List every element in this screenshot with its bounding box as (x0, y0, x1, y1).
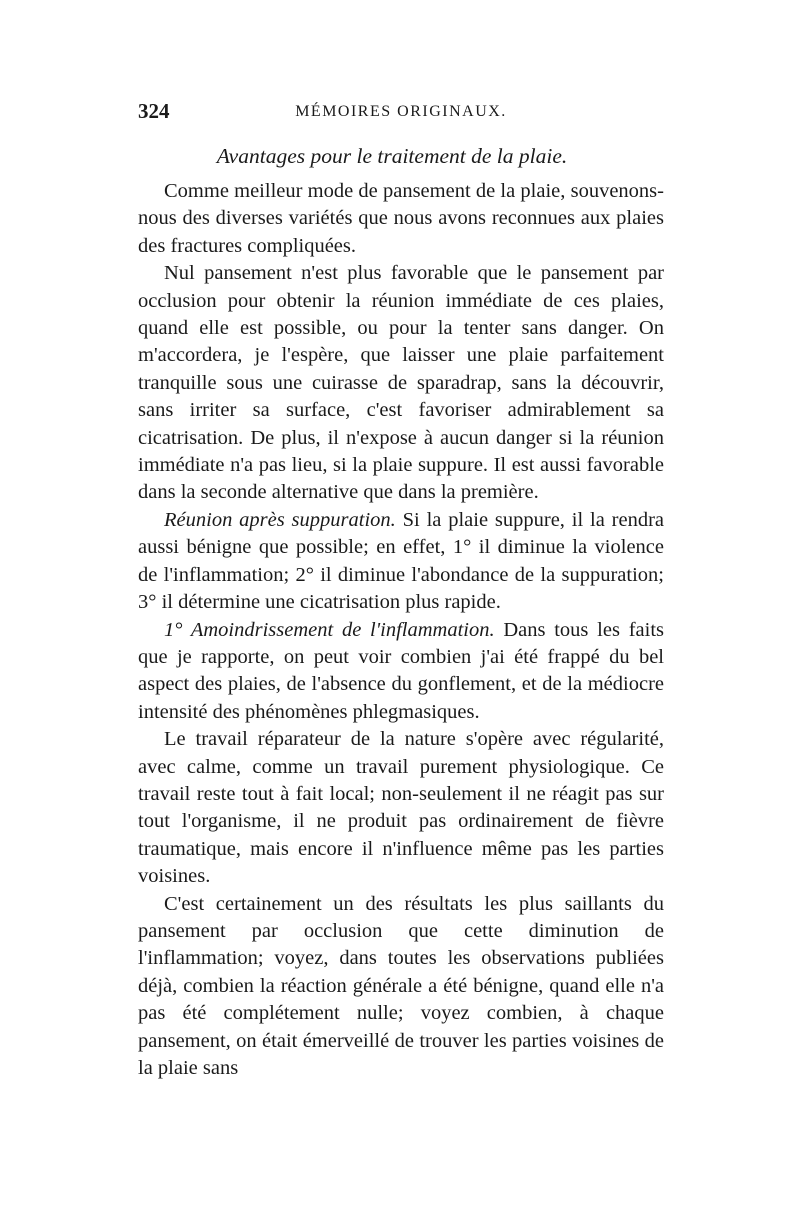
paragraph (138, 617, 664, 727)
paragraph-lead: Réunion après suppuration. (164, 508, 396, 531)
page-number: 324 (138, 99, 170, 123)
paragraph (138, 260, 664, 507)
book-page (138, 96, 664, 1082)
paragraph-text: Si la plaie suppure, il la rendra aussi bénigne que possible; en effet, 1° il diminue la violence de l'inflammation; 2° il diminue l'abondance de la suppuration; 3° il détermine une cicatrisation plus rapide. (138, 508, 665, 614)
paragraph-text: Nul pansement n'est plus favorable que le pansement par occlusion pour obtenir la réunion immédiate de ces plaies, quand elle est possible, ou pour la tenter sans danger. On m'accordera, je l'espère, que laisser une plaie parfaitement tranquille sous une cuirasse de sparadrap, sans la découvrir, sans irriter sa surface, c'est favoriser admirablement sa cicatrisation. De plus, il n'expose à aucun danger si la réunion immédiate n'a pas lieu, si la plaie suppure. Il est aussi favorable dans la seconde alternative que dans la première. (138, 262, 664, 504)
body-text (138, 178, 664, 1082)
paragraph (138, 178, 664, 260)
paragraph (138, 726, 664, 890)
paragraph (138, 507, 664, 617)
paragraph (138, 891, 664, 1083)
paragraph-text: C'est certainement un des résultats les plus saillants du pansement par occlusion que cette diminution de l'inflammation; voyez, dans toutes les observations publiées déjà, combien la réaction générale a été bénigne, quand elle n'a pas été complétement nulle; voyez combien, à chaque pansement, on était émerveillé de trouver les parties voisines de la plaie sans (138, 892, 664, 1079)
running-title: MÉMOIRES ORIGINAUX. (295, 103, 507, 120)
paragraph-text: Dans tous les faits que je rapporte, on peut voir combien j'ai été frappé du bel aspect des plaies, de l'absence du gonflement, et de la médiocre intensité des phénomènes phlegmasiques. (138, 618, 664, 723)
paragraph-text: Le travail réparateur de la nature s'opère avec régularité, avec calme, comme un travail purement physiologique. Ce travail reste tout à fait local; non-seulement il ne réagit pas sur tout l'organisme, il ne produit pas ordinairement de fièvre traumatique, mais encore il n'influence même pas les parties voisines. (138, 728, 664, 888)
section-title: Avantages pour le traitement de la plaie. (216, 144, 568, 168)
running-head (138, 96, 664, 126)
paragraph-lead: 1° Amoindrissement de l'inflammation. (164, 618, 495, 641)
paragraph-text: Comme meilleur mode de pansement de la plaie, souvenons-nous des diverses variétés que nous avons reconnues aux plaies des fractures compliquées. (138, 180, 664, 257)
